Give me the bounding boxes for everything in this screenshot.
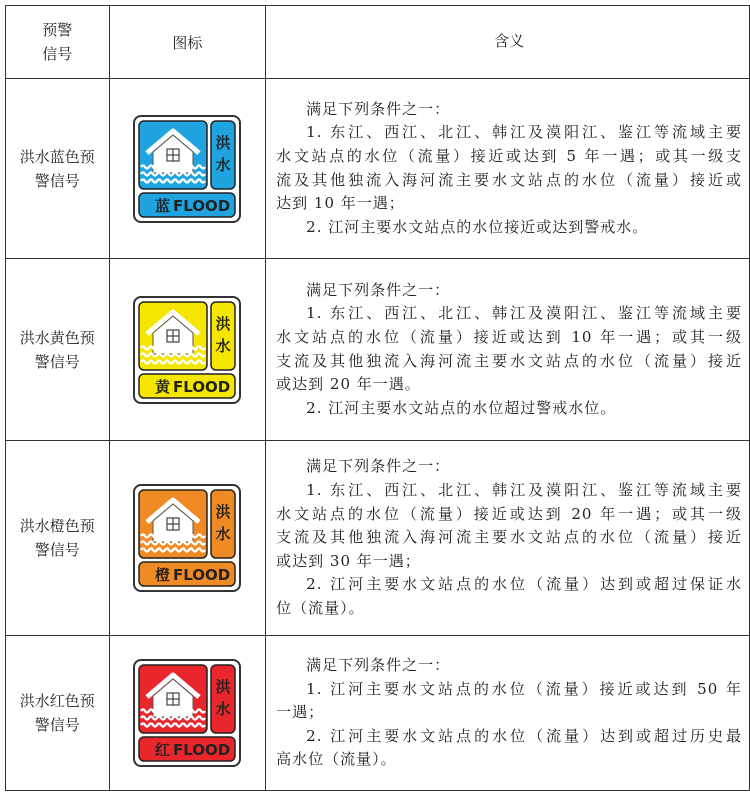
meaning-line: 2. 江河主要水文站点的水位（流量）达到或超过保证水 bbox=[306, 575, 742, 594]
meaning-line: 1. 江河主要水文站点的水位（流量）接近或达到 50 年 bbox=[306, 679, 742, 698]
icon-cell bbox=[109, 259, 266, 441]
meaning-line: 达到 10 年一遇； bbox=[276, 194, 405, 213]
meaning-line: 流及其他独流入海河流主要水文站点的水位（流量）接近或 bbox=[276, 170, 742, 189]
meaning-line: 满足下列条件之一： bbox=[306, 457, 451, 476]
side-char: 水 bbox=[215, 155, 231, 174]
label-flood-text: FLOOD bbox=[173, 741, 231, 759]
label-color-char: 红 bbox=[155, 741, 171, 759]
signal-name-line: 警信号 bbox=[34, 716, 80, 734]
meaning-cell bbox=[266, 79, 750, 259]
meaning-line: 一遇； bbox=[276, 703, 325, 722]
header-meaning: 含义 bbox=[266, 6, 750, 79]
side-panel bbox=[211, 121, 235, 189]
label-flood-text: FLOOD bbox=[173, 377, 231, 396]
header-signal-line: 信号 bbox=[42, 45, 73, 63]
table-row bbox=[6, 441, 750, 636]
signal-name-line: 警信号 bbox=[34, 541, 80, 559]
meaning-cell bbox=[266, 441, 750, 636]
icon-cell bbox=[109, 441, 266, 636]
label-color-char: 橙 bbox=[155, 566, 171, 584]
icon-cell bbox=[109, 636, 266, 791]
meaning-line: 支流及其他独流入海河流主要水文站点的水位（流量）接近 bbox=[276, 351, 742, 370]
side-char: 洪 bbox=[215, 678, 231, 696]
signal-name-cell bbox=[6, 79, 110, 259]
icon-cell bbox=[109, 79, 266, 259]
meaning-line: 2. 江河主要水文站点的水位（流量）达到或超过历史最 bbox=[306, 726, 742, 745]
header-icon: 图标 bbox=[109, 6, 266, 79]
meaning-line: 2. 江河主要水文站点的水位超过警戒水位。 bbox=[306, 398, 617, 417]
meaning-line: 或达到 30 年一遇； bbox=[276, 551, 421, 570]
flood-warning-icon bbox=[133, 659, 241, 767]
meaning-line: 满足下列条件之一： bbox=[306, 280, 451, 299]
meaning-cell bbox=[266, 636, 750, 791]
side-char: 洪 bbox=[215, 503, 231, 521]
label-color-char: 黄 bbox=[155, 377, 171, 396]
side-panel bbox=[211, 490, 235, 558]
meaning-cell bbox=[266, 259, 750, 441]
signal-name-line: 警信号 bbox=[34, 171, 80, 190]
header-signal-line: 预警 bbox=[42, 21, 73, 39]
meaning-line: 1. 东江、西江、北江、韩江及漠阳江、鉴江等流域主要 bbox=[306, 123, 742, 142]
signal-name-cell bbox=[6, 259, 110, 441]
signal-name-cell bbox=[6, 636, 110, 791]
signal-name-line: 洪水黄色预 bbox=[19, 328, 95, 347]
meaning-line: 或达到 20 年一遇。 bbox=[276, 375, 421, 394]
signal-name-line: 洪水红色预 bbox=[19, 692, 95, 710]
table-row bbox=[6, 636, 750, 791]
meaning-line: 水文站点的水位（流量）接近或达到 10 年一遇；或其一级 bbox=[276, 327, 742, 346]
signal-name-line: 洪水蓝色预 bbox=[19, 147, 95, 166]
label-flood-text: FLOOD bbox=[173, 196, 231, 215]
meaning-line: 满足下列条件之一： bbox=[306, 656, 451, 675]
signal-name-cell bbox=[6, 441, 110, 636]
flood-warning-table bbox=[5, 5, 750, 791]
meaning-line: 1. 东江、西江、北江、韩江及漠阳江、鉴江等流域主要 bbox=[306, 481, 742, 500]
meaning-line: 水文站点的水位（流量）接近或达到 5 年一遇；或其一级支 bbox=[276, 146, 742, 165]
side-char: 水 bbox=[215, 525, 231, 543]
meaning-line: 满足下列条件之一： bbox=[306, 99, 451, 118]
meaning-line: 高水位（流量）。 bbox=[276, 750, 397, 769]
signal-name-line: 洪水橙色预 bbox=[19, 517, 95, 535]
side-char: 水 bbox=[215, 336, 231, 355]
header-signal bbox=[6, 6, 110, 79]
meaning-line: 2. 江河主要水文站点的水位接近或达到警戒水。 bbox=[306, 217, 649, 236]
table-row bbox=[6, 79, 750, 259]
side-panel bbox=[211, 302, 235, 370]
label-flood-text: FLOOD bbox=[173, 566, 231, 584]
side-char: 洪 bbox=[215, 314, 231, 333]
signal-name-line: 警信号 bbox=[34, 352, 80, 371]
side-char: 水 bbox=[215, 700, 231, 718]
meaning-line: 支流及其他独流入海河流主要水文站点的水位（流量）接近 bbox=[276, 528, 742, 547]
meaning-line: 位（流量）。 bbox=[276, 598, 365, 617]
table-row bbox=[6, 259, 750, 441]
flood-warning-icon bbox=[133, 296, 241, 404]
side-panel bbox=[211, 665, 235, 733]
flood-warning-icon bbox=[133, 484, 241, 592]
label-color-char: 蓝 bbox=[155, 196, 171, 215]
side-char: 洪 bbox=[215, 133, 231, 152]
meaning-line: 1. 东江、西江、北江、韩江及漠阳江、鉴江等流域主要 bbox=[306, 304, 742, 323]
flood-warning-icon bbox=[133, 115, 241, 223]
meaning-line: 水文站点的水位（流量）接近或达到 20 年一遇；或其一级 bbox=[276, 504, 742, 523]
table-header-row bbox=[6, 6, 750, 79]
